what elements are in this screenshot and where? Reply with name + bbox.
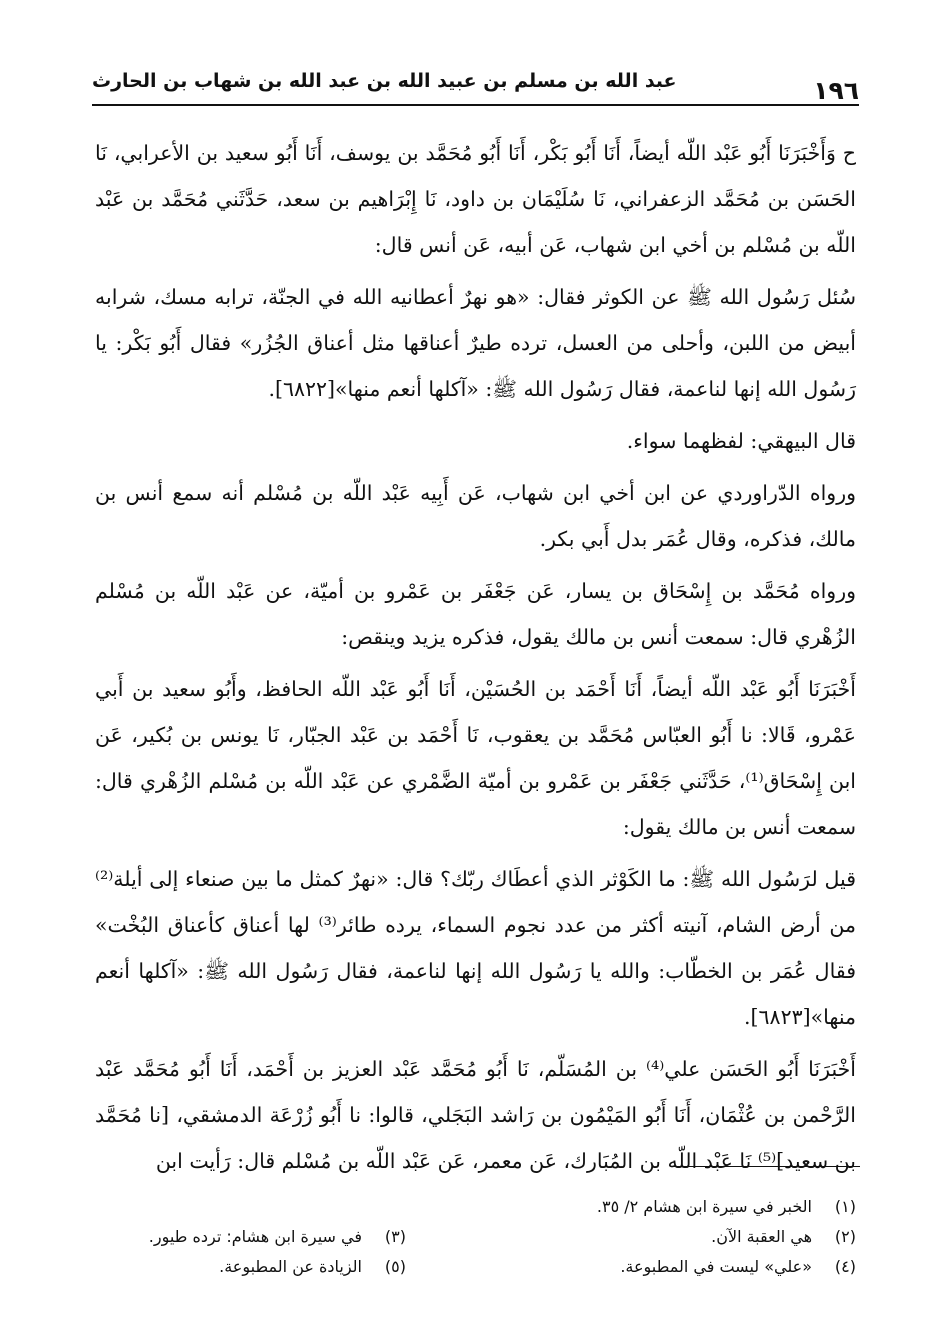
header-rule: [92, 104, 859, 106]
paragraph: ورواه الدّراوردي عن ابن أخي ابن شهاب، عَن أَبِيه عَبْد اللّه بن مُسْلم أنه سمع أنس بن مالك، فذكره، وقال عُمَر بدل أَبي بكر.: [95, 481, 856, 551]
paragraph: قال البيهقي: لفظهما سواء.: [626, 429, 856, 453]
paragraph: أَخْبَرَنَا أَبُو عَبْد اللّه أيضاً، أَنَا أَحْمَد بن الحُسَيْن، أَنَا أَبُو عَبْد اللّه الحافظ، وأَبُو سعيد بن أَبي عَمْرو، قَالا: نا أَبُو العبّاس مُحَمَّد بن يعقوب، نَا أَحْمَد بن عَبْد الجبّار، نَا يونس بن بُكير، عَن ابن إِسْحَاق⁽¹⁾، حَدَّثَني جَعْفَر بن عَمْرو بن أميّة الضَّمْري عن عَبْد اللّه بن مُسْلم الزُهْري قال: سمعت أنس بن مالك يقول:: [95, 677, 856, 839]
footnote: [426, 1252, 856, 1282]
footnotes-column-right: [426, 1192, 856, 1282]
footnote-number: (٥): [384, 1257, 406, 1276]
footnote-number: (٢): [834, 1227, 856, 1246]
paragraph: سُئل رَسُول الله ﷺ عن الكوثر فقال: «هو نهرٌ أعطانيه الله في الجنّة، ترابه مسك، شرابه أبيض من اللبن، وأحلى من العسل، ترده طيرٌ أعناقها مثل أعناق الجُزُر» فقال أَبُو بَكْر: يا رَسُول الله إنها لناعمة، فقال رَسُول الله ﷺ: «آكلها أنعم منها»[٦٨٢٢].: [95, 285, 856, 401]
footnote-text: الخبر في سيرة ابن هشام ٢/ ٣٥.: [596, 1197, 812, 1216]
footnote-number: (١): [834, 1197, 856, 1216]
page-header: [92, 62, 859, 106]
paragraph: قيل لرَسُول الله ﷺ: ما الكَوْثر الذي أعطَاك ربّك؟ قال: «نهرٌ كمثل ما بين صنعاء إلى أيلة⁽²⁾ من أرض الشام، آنيته أكثر من عدد نجوم السماء، يرده طائر⁽³⁾ لها أعناق كأعناق البُخْت» فقال عُمَر بن الخطّاب: والله يا رَسُول الله إنها لناعمة، فقال رَسُول الله ﷺ: «آكلها أنعم منها»[٦٨٢٣].: [95, 867, 857, 1029]
running-title: عبد الله بن مسلم بن عبيد الله بن عبد الله بن شهاب بن الحارث: [92, 70, 677, 92]
footnote-text: «علي» ليست في المطبوعة.: [620, 1257, 812, 1276]
footnote-number: (٤): [834, 1257, 856, 1276]
footnote-text: الزيادة عن المطبوعة.: [219, 1257, 362, 1276]
footnote-rule: [672, 1166, 860, 1167]
footnote-text: في سيرة ابن هشام: ترده طيور.: [148, 1227, 362, 1246]
footnote-number: (٣): [384, 1227, 406, 1246]
footnote-text: هي العقبة الآن.: [711, 1227, 812, 1246]
footnote: [426, 1222, 856, 1252]
footnotes: [95, 1192, 856, 1302]
paragraph: أَخْبَرَنَا أَبُو الحَسَن علي⁽⁴⁾ بن المُسَلّم، نَا أَبُو مُحَمَّد عَبْد العزيز بن أَحْمَد، أَنَا أَبُو مُحَمَّد عَبْد الرَّحْمن بن عُثْمَان، أَنَا أَبُو المَيْمُون بن رَاشد البَجَلي، قالوا: نا أَبُو زُرْعَة الدمشقي، [نا مُحَمَّد بن سعيد]⁽⁵⁾ نَا عَبْد اللّه بن المُبَارك، عَن معمر، عَن عَبْد اللّه بن مُسْلم قال: رَأيت ابن: [95, 1057, 856, 1173]
footnote: [426, 1192, 856, 1222]
paragraph: ح وَأَخْبَرَنَا أَبُو عَبْد اللّه أيضاً، أَنَا أَبُو بَكْر، أَنَا أَبُو مُحَمَّد بن يوسف، أَنَا أَبُو سعيد بن الأعرابي، نَا الحَسَن بن مُحَمَّد الزعفراني، نَا سُلَيْمَان بن داود، نَا إِبْرَاهيم بن سعد، حَدَّثَني مُحَمَّد بن عَبْد اللّه بن مُسْلم بن أخي ابن شهاب، عَن أبيه، عَن أنس قال:: [95, 141, 856, 257]
main-text: [95, 130, 856, 1184]
footnotes-column-left: [76, 1192, 406, 1282]
page-number: ١٩٦: [813, 76, 859, 105]
footnote: [76, 1222, 406, 1252]
paragraph: ورواه مُحَمَّد بن إِسْحَاق بن يسار، عَن جَعْفَر بن عَمْرو بن أميّة، عن عَبْد اللّه بن مُسْلم الزُهْري قال: سمعت أنس بن مالك يقول، فذكره يزيد وينقص:: [95, 579, 856, 649]
footnote: [76, 1252, 406, 1282]
